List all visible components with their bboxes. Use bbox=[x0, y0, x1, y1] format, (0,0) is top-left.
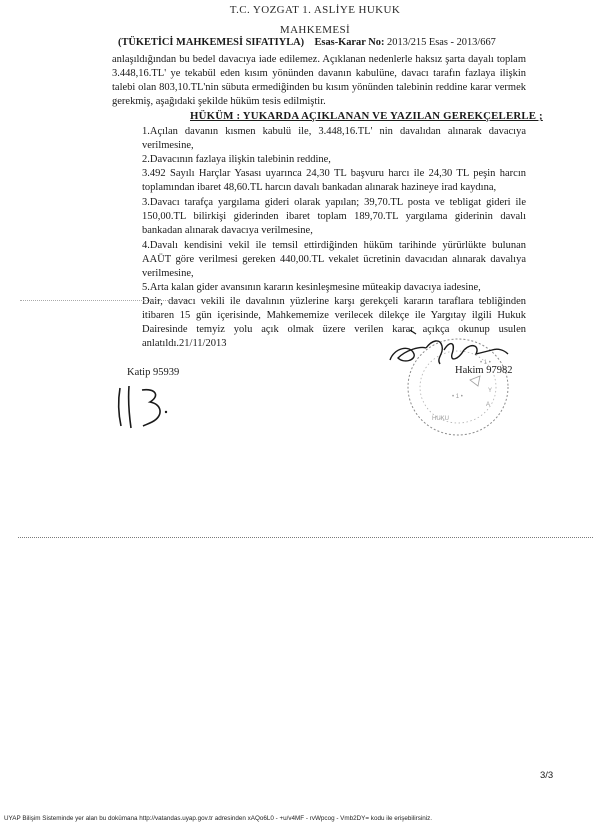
verdict-item: 5.Arta kalan gider avansının kararın kesinleşmesine müteakip davacıya iadesine, bbox=[142, 282, 481, 293]
clerk-label: Katip 95939 bbox=[127, 367, 180, 378]
verdict-item: 2.Davacının fazlaya ilişkin talebinin reddine, bbox=[142, 154, 331, 165]
svg-text:• 1 •: • 1 • bbox=[452, 394, 463, 400]
svg-text:Y: Y bbox=[488, 388, 493, 394]
verdict-item: 3.492 Sayılı Harçlar Yasası uyarınca 24,30 TL başvuru harcı ile 24,30 TL peşin harcın toplamından ibaret 48,60.TL harcın davalı bankadan alınarak hazineye irad kaydına, bbox=[142, 168, 526, 193]
svg-text:HUKU: HUKU bbox=[432, 416, 450, 422]
court-title: T.C. YOZGAT 1. ASLİYE HUKUK MAHKEMESİ bbox=[229, 4, 401, 36]
clerk-signature-icon bbox=[112, 382, 192, 434]
court-capacity: (TÜKETİCİ MAHKEMESİ SIFATIYLA) bbox=[118, 37, 305, 48]
svg-text:• 1 •: • 1 • bbox=[480, 360, 491, 366]
case-numbers: 2013/215 Esas - 2013/667 bbox=[387, 37, 496, 48]
verdict-item: 1.Açılan davanın kısmen kabulü ile, 3.448,16.TL' nin davalıdan alınarak davacıya verilmesine, bbox=[142, 126, 526, 151]
verdict-title: HÜKÜM : YUKARDA AÇIKLANAN VE YAZILAN GEREKÇELERLE ; bbox=[190, 110, 543, 122]
case-line bbox=[118, 37, 496, 48]
case-label: Esas-Karar No: bbox=[314, 37, 385, 48]
verdict-item: 3.Davacı tarafça yargılama gideri olarak yapılan; 39,70.TL posta ve tebligat gideri ile 150,00.TL bilirkişi giderinden ibaret toplam 189,70.TL yargılama giderinin davalı bankadan alınarak davacıya verilmesine, bbox=[142, 197, 526, 236]
judge-label: Hakim 97982 bbox=[455, 365, 513, 376]
intro-paragraph: anlaşıldığından bu bedel davacıya iade edilemez. Açıklanan nedenlerle haksız şarta dayalı toplam 3.448,16.TL' ye tekabül eden kısım yönünden davanın kabulüne, davacı tarafın fazlaya ilişkin talebi olan 803,10.TL'nin sübuta ermediğinden bu kısım yönünden talebinin reddine karar vermek gerekmiş, aşağıdaki şekilde hüküm tesis edilmiştir. bbox=[112, 54, 526, 107]
closing-paragraph: Dair, davacı vekili ile davalının yüzlerine karşı gerekçeli kararın taraflara tebliğinden itibaren 15 gün içerisinde, Mahkememize verilecek dilekçe ile Yargıtay ilgili Hukuk Dairesinde temyiz yolu açık olmak üzere verilen karar açıkça okunup usulen anlatıldı.21/11/2013 bbox=[142, 296, 526, 349]
page-number: 3/3 bbox=[540, 770, 554, 781]
scan-dotted-line bbox=[20, 300, 190, 301]
verdict-item: 4.Davalı kendisini vekil ile temsil ettirdiğinden hüküm tarihinde yürürlükte bulunan AAÜT göre verilmesi gereken 440,00.TL vekalet ücretinin davacıdan alınarak davalıya verilmesine, bbox=[142, 240, 526, 279]
uyap-footer: UYAP Bilişim Sisteminde yer alan bu dokümana http://vatandas.uyap.gov.tr adresinden xAQo6L0 - +u/v4MF - rvWpcog - Vmb2DY= kodu ile erişebilirsiniz. bbox=[4, 815, 433, 822]
section-divider bbox=[18, 537, 593, 538]
svg-text:A: A bbox=[486, 402, 491, 408]
